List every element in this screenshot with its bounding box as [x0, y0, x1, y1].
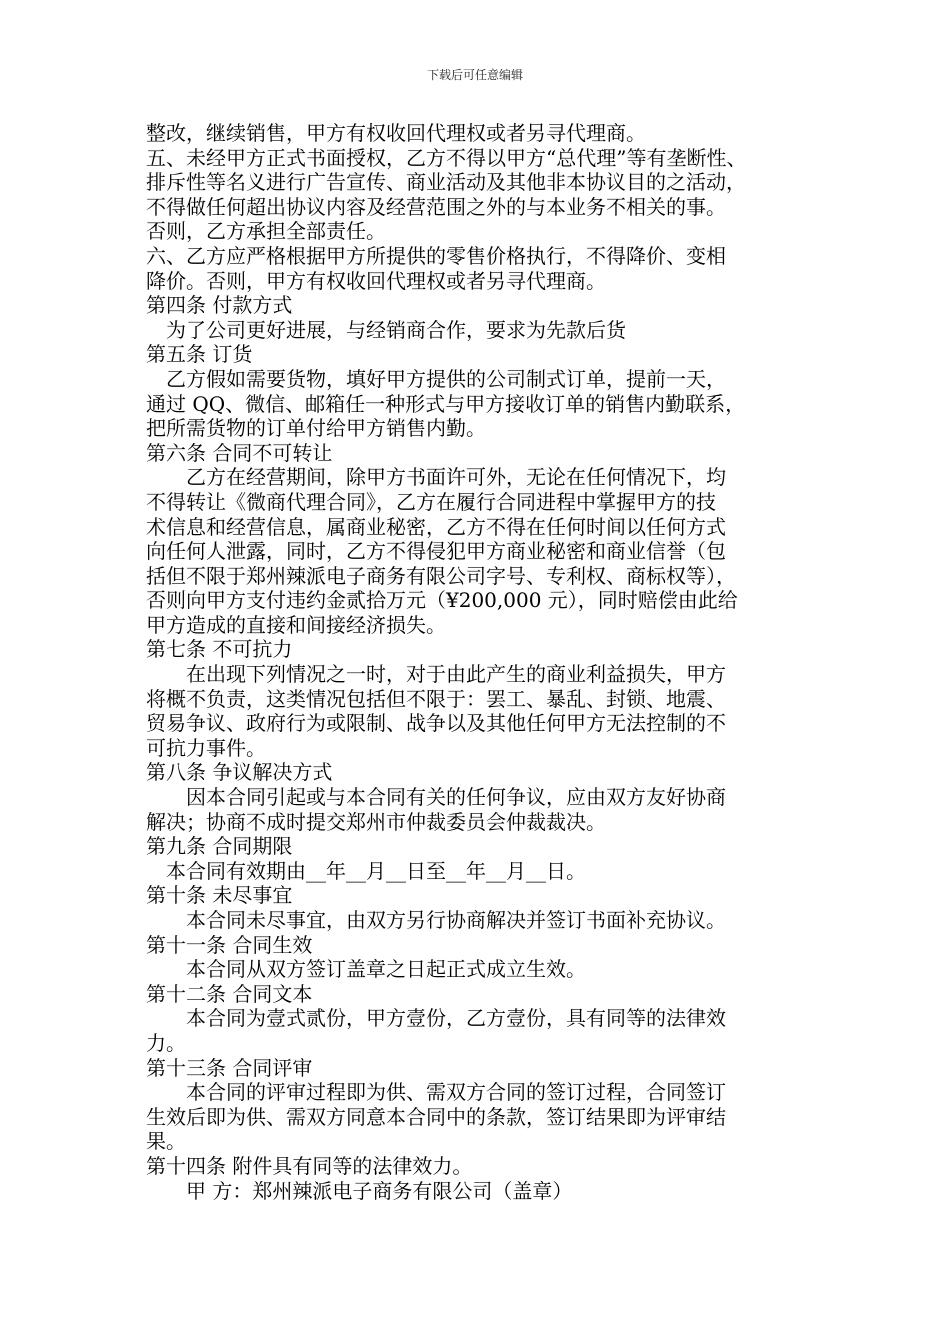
text-line: 第十二条 合同文本 — [146, 981, 313, 1006]
text-line: 本合同未尽事宜，由双方另行协商解决并签订书面补充协议。 — [186, 908, 726, 932]
text-line: 可抗力事件。 — [146, 735, 266, 760]
text-line: 否则，乙方承担全部责任。 — [146, 219, 386, 244]
text-line: 否则向甲方支付违约金贰拾万元（¥200,000 元），同时赔偿由此给 — [146, 588, 738, 613]
text-line: 不得转让《微商代理合同》，乙方在履行合同进程中掌握甲方的技 — [146, 489, 716, 514]
text-line: 甲 方：郑州辣派电子商务有限公司（盖章） — [186, 1178, 573, 1203]
text-line: 本合同的评审过程即为供、需双方合同的签订过程，合同签订 — [186, 1080, 726, 1105]
text-line: 果。 — [146, 1129, 186, 1154]
text-line: 为了公司更好进展，与经销商合作，要求为先款后货 — [166, 317, 626, 342]
text-line: 因本合同引起或与本合同有关的任何争议，应由双方友好协商 — [186, 785, 726, 810]
text-line: 甲方造成的直接和间接经济损失。 — [146, 612, 446, 637]
text-line: 五、未经甲方正式书面授权，乙方不得以甲方“总代理”等有垄断性、 — [146, 145, 747, 170]
text-line: 第十三条 合同评审 — [146, 1055, 313, 1080]
text-line: 第八条 争议解决方式 — [146, 760, 333, 785]
text-line: 整改，继续销售，甲方有权收回代理权或者另寻代理商。 — [146, 121, 646, 145]
text-line: 通过 QQ、微信、邮箱任一种形式与甲方接收订单的销售内勤联系， — [146, 391, 746, 416]
text-line: 乙方在经营期间，除甲方书面许可外，无论在任何情况下，均 — [186, 465, 726, 490]
text-line: 将概不负责，这类情况包括但不限于：罢工、暴乱、封锁、地震、 — [146, 686, 726, 711]
text-line: 第六条 合同不可转让 — [146, 440, 333, 465]
text-line: 贸易争议、政府行为或限制、战争以及其他任何甲方无法控制的不 — [146, 711, 726, 736]
text-line: 在出现下列情况之一时，对于由此产生的商业利益损失，甲方 — [186, 662, 726, 687]
text-line: 本合同从双方签订盖章之日起正式成立生效。 — [186, 957, 586, 982]
text-line: 第十四条 附件具有同等的法律效力。 — [146, 1153, 473, 1178]
text-line: 第七条 不可抗力 — [146, 637, 293, 662]
text-line: 排斥性等名义进行广告宣传、商业活动及其他非本协议目的之活动， — [146, 170, 746, 195]
text-line: 第四条 付款方式 — [146, 293, 293, 318]
text-line: 第九条 合同期限 — [146, 834, 293, 859]
text-line: 本合同有效期由__年__月__日至__年__月__日。 — [166, 858, 586, 883]
text-line: 第五条 订货 — [146, 342, 253, 367]
document-body — [146, 121, 806, 1203]
page-header: 下载后可任意编辑 — [426, 68, 523, 82]
text-line: 降价。否则，甲方有权收回代理权或者另寻代理商。 — [146, 268, 606, 293]
text-line: 本合同为壹式贰份，甲方壹份，乙方壹份，具有同等的法律效 — [186, 1006, 726, 1031]
text-line: 解决；协商不成时提交郑州市仲裁委员会仲裁裁决。 — [146, 809, 606, 834]
text-line: 第十一条 合同生效 — [146, 932, 313, 957]
text-line: 六、乙方应严格根据甲方所提供的零售价格执行，不得降价、变相 — [146, 243, 726, 268]
text-line: 力。 — [146, 1030, 186, 1055]
text-line: 乙方假如需要货物，填好甲方提供的公司制式订单，提前一天， — [166, 366, 726, 391]
text-line: 第十条 未尽事宜 — [146, 883, 293, 908]
text-line: 把所需货物的订单付给甲方销售内勤。 — [146, 416, 486, 441]
text-line: 不得做任何超出协议内容及经营范围之外的与本业务不相关的事。 — [146, 194, 726, 219]
text-line: 生效后即为供、需双方同意本合同中的条款，签订结果即为评审结 — [146, 1104, 726, 1129]
text-line: 括但不限于郑州辣派电子商务有限公司字号、专利权、商标权等）， — [146, 563, 736, 588]
text-line: 向任何人泄露，同时，乙方不得侵犯甲方商业秘密和商业信誉（包 — [146, 539, 726, 564]
text-line: 术信息和经营信息，属商业秘密，乙方不得在任何时间以任何方式 — [146, 514, 726, 539]
